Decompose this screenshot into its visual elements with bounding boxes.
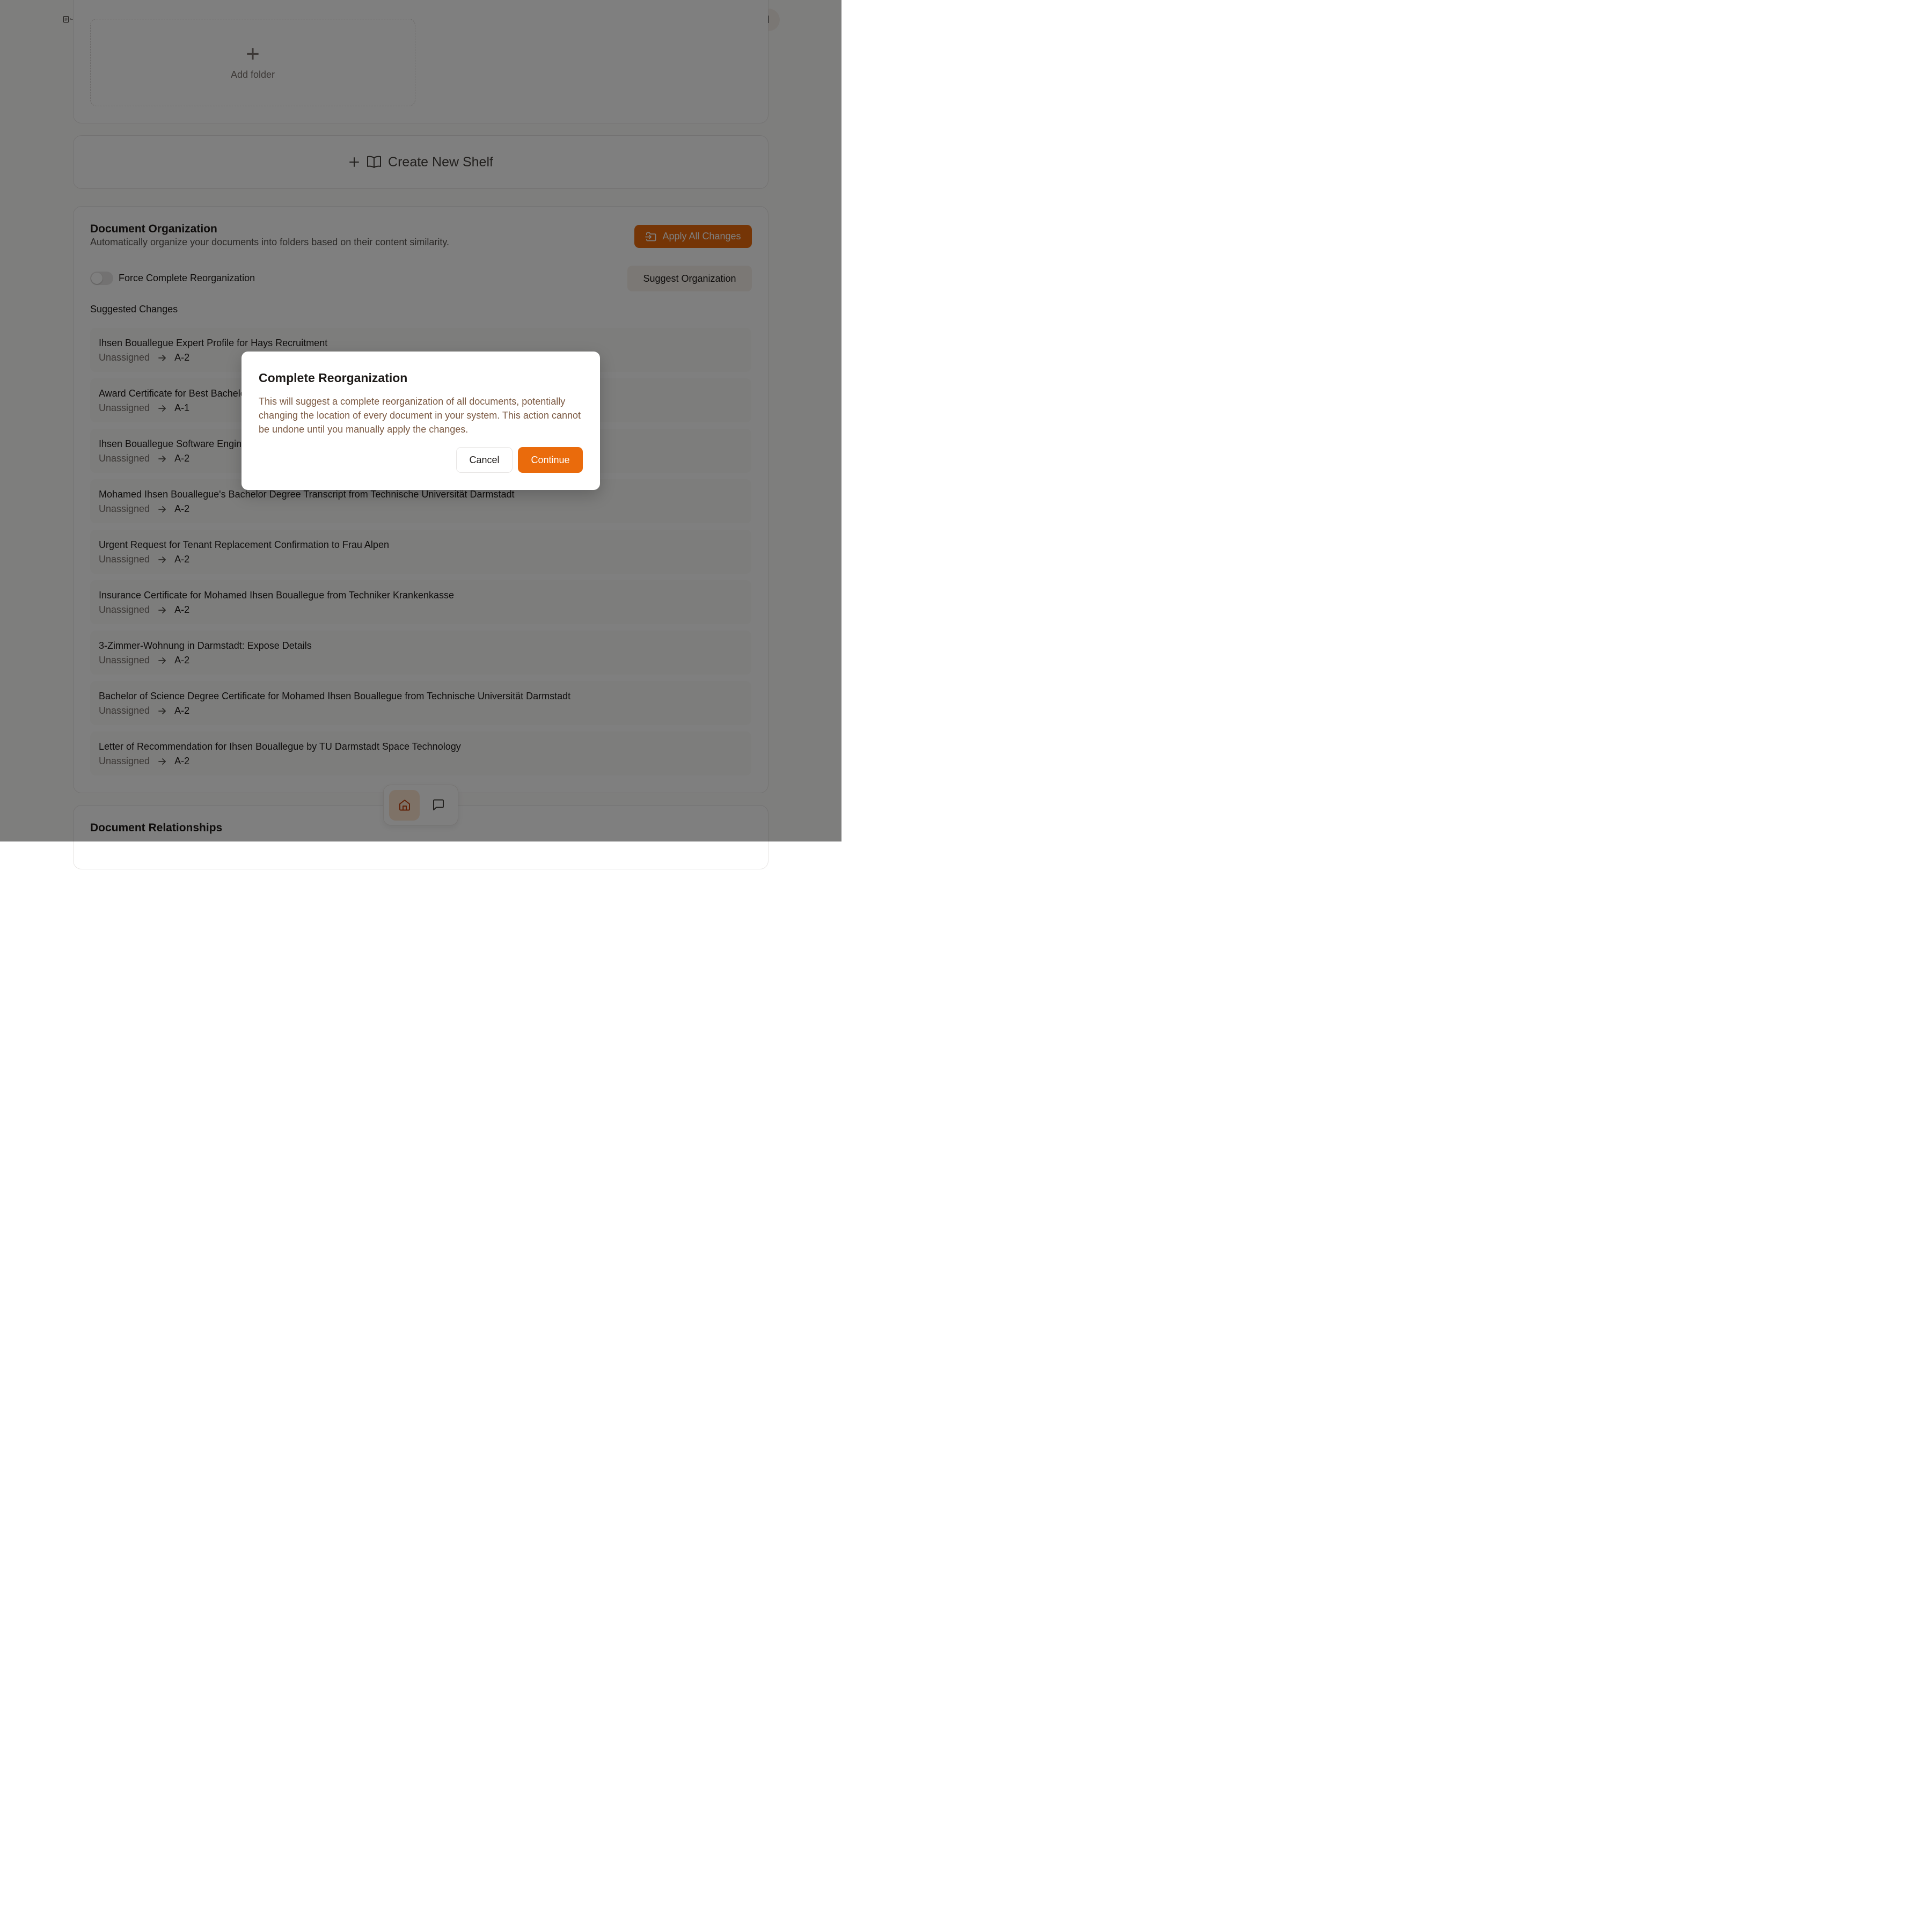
complete-reorganization-dialog [241,352,600,490]
dialog-description: This will suggest a complete reorganization of all documents, potentially changing the location of every document in your system. This action cannot be undone until you manually apply the changes. [259,396,581,435]
continue-button[interactable]: Continue [518,447,583,473]
dialog-title: Complete Reorganization [259,371,408,385]
cancel-button[interactable]: Cancel [456,447,513,473]
